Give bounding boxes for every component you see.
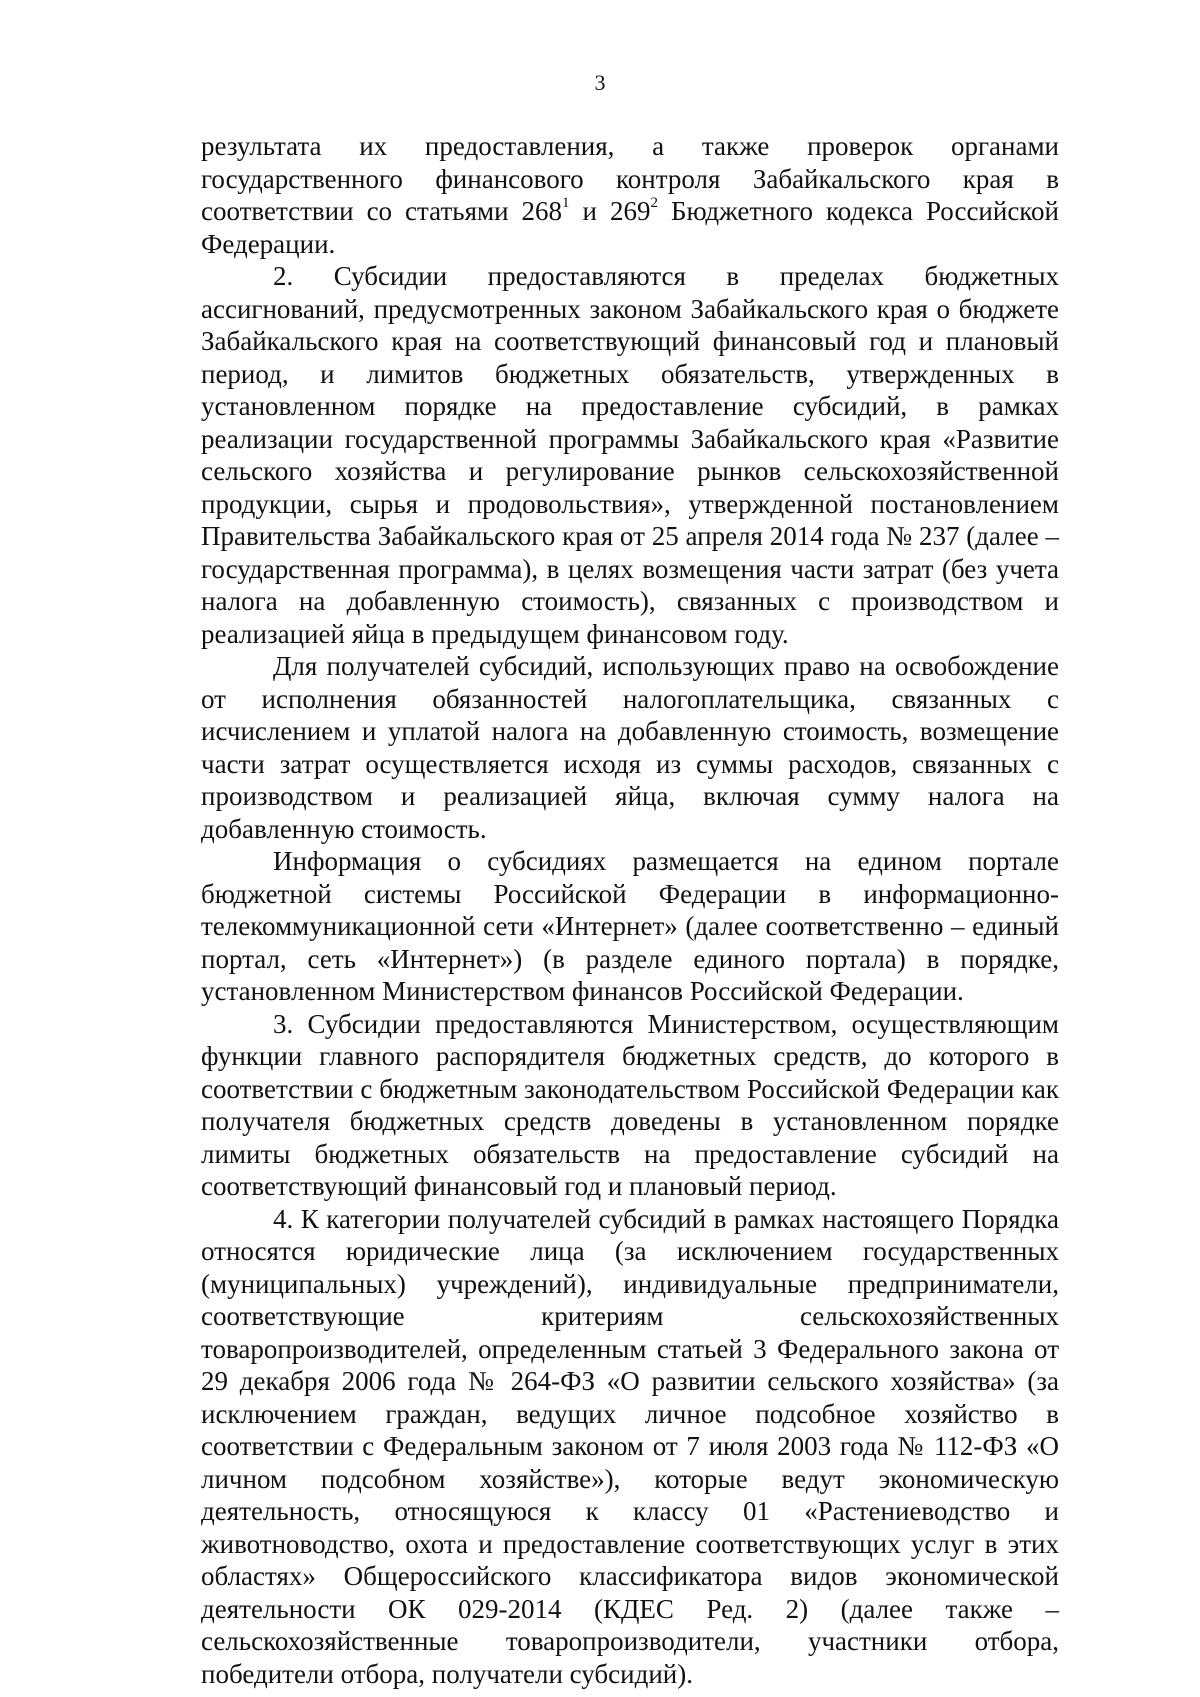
paragraph	[201, 260, 1059, 650]
page-number: 3	[594, 70, 606, 95]
superscript: 2	[650, 195, 659, 211]
paragraph-text: 4. К категории получателей субсидий в рамках настоящего Порядка относятся юридические лица (за исключением государственных (муниципальных) учреждений), индивидуальные предприниматели, соответствующие критериям сельскохозяйственных товаропроизводителей, определенным статьей 3 Федерального закона от 29 декабря 2006 года № 264-ФЗ «О развитии сельского хозяйства» (за исключением граждан, ведущих личное подсобное хозяйство в соответствии с Федеральным законом от 7 июля 2003 года № 112-ФЗ «О личном подсобном хозяйстве»), которые ведут экономическую деятельность, относящуюся к классу 01 «Растениеводство и животноводство, охота и предоставление соответствующих услуг в этих областях» Общероссийского классификатора видов экономической деятельности ОК 029-2014 (КДЕС Ред. 2) (далее также – сельскохозяйственные товаропроизводители, участники отбора, победители отбора, получатели субсидий).	[201, 1203, 1059, 1689]
superscript: 1	[562, 195, 570, 211]
paragraph-text: Информация о субсидиях размещается на едином портале бюджетной системы Российской Федерации в информационно-телекоммуникационной сети «Интернет» (далее соответственно – единый портал, сеть «Интернет») (в разделе единого портала) в порядке, установленном Министерством финансов Российской Федерации.	[201, 846, 1059, 1006]
paragraph-text: и 269	[569, 196, 651, 226]
paragraph	[201, 1203, 1059, 1691]
paragraph-text: результата их предоставления, а также проверок органами государственного финансового контроля Забайкальского края в соответствии со статьями 268	[201, 131, 1059, 226]
paragraph	[201, 845, 1059, 1008]
paragraph	[201, 1008, 1059, 1203]
paragraph-text: Для получателей субсидий, использующих право на освобождение от исполнения обязанностей налогоплательщика, связанных с исчислением и уплатой налога на добавленную стоимость, возмещение части затрат осуществляется исходя из суммы расходов, связанных с производством и реализацией яйца, включая сумму налога на добавленную стоимость.	[201, 651, 1059, 844]
paragraph-text: Бюджетного кодекса Российской Федерации.	[201, 196, 1060, 259]
paragraph-text: 2. Субсидии предоставляются в пределах бюджетных ассигнований, предусмотренных законом Забайкальского края о бюджете Забайкальского края на соответствующий финансовый год и плановый период, и лимитов бюджетных обязательств, утвержденных в установленном порядке на предоставление субсидий, в рамках реализации государственной программы Забайкальского края «Развитие сельского хозяйства и регулирование рынков сельскохозяйственной продукции, сырья и продовольствия», утвержденной постановлением Правительства Забайкальского края от 25 апреля 2014 года № 237 (далее – государственная программа), в целях возмещения части затрат (без учета налога на добавленную стоимость), связанных с производством и реализацией яйца в предыдущем финансовом году.	[201, 261, 1059, 649]
paragraph	[201, 650, 1059, 845]
paragraph	[201, 130, 1059, 260]
paragraph-text: 3. Субсидии предоставляются Министерством, осуществляющим функции главного распорядителя бюджетных средств, до которого в соответствии с бюджетным законодательством Российской Федерации как получателя бюджетных средств доведены в установленном порядке лимиты бюджетных обязательств на предоставление субсидий на соответствующий финансовый год и плановый период.	[201, 1008, 1059, 1201]
document-body	[201, 130, 1059, 1690]
